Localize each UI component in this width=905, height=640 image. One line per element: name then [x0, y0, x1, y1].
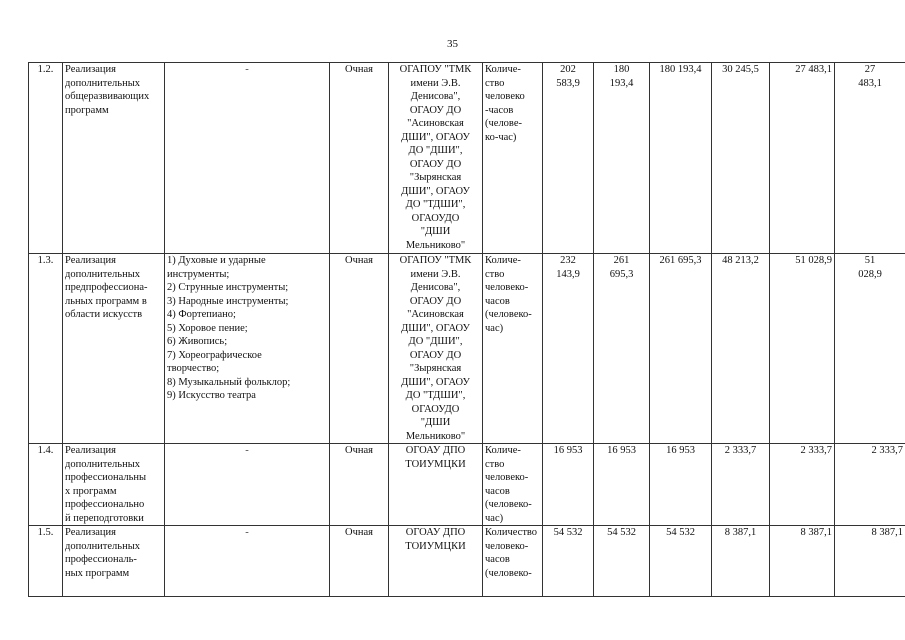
value-cell: 180 193,4	[650, 63, 712, 254]
organizations: ОГОАУ ДПО ТОИУМЦКИ	[389, 526, 483, 597]
row-number: 1.2.	[29, 63, 63, 254]
row-number: 1.5.	[29, 526, 63, 597]
value-cell: 54 532	[543, 526, 594, 597]
table-row	[29, 254, 905, 444]
value-cell: 27 483,1	[835, 63, 905, 254]
unit-of-measure: Количество человеко- часов (человеко-	[483, 526, 543, 597]
value-cell: 2 333,7	[835, 444, 905, 526]
program-name: Реализация дополнительных профессиональны х программ профессионально й переподготовки	[63, 444, 165, 526]
organizations: ОГОАУ ДПО ТОИУМЦКИ	[389, 444, 483, 526]
study-form: Очная	[330, 254, 389, 444]
value-cell: 27 483,1	[770, 63, 835, 254]
study-form: Очная	[330, 444, 389, 526]
value-cell: 8 387,1	[770, 526, 835, 597]
unit-of-measure: Количе- ство человеко- часов (человеко- час)	[483, 254, 543, 444]
program-name: Реализация дополнительных предпрофессиона- льных программ в области искусств	[63, 254, 165, 444]
specialization: 1) Духовые и ударные инструменты; 2) Струнные инструменты; 3) Народные инструменты; 4) Фортепиано; 5) Хоровое пение; 6) Живопись; 7) Хореографическое творчество; 8) Музыкальный фольклор; 9) Искусство театра	[165, 254, 330, 444]
value-cell: 30 245,5	[712, 63, 770, 254]
table-row	[29, 63, 905, 254]
organizations: ОГАПОУ "ТМК имени Э.В. Денисова", ОГАОУ ДО "Асиновская ДШИ", ОГАОУ ДО "ДШИ", ОГАОУ ДО "Зырянская ДШИ", ОГАОУ ДО "ТДШИ", ОГАОУДО "ДШИ Мельниково"	[389, 63, 483, 254]
value-cell: 51 028,9	[770, 254, 835, 444]
value-cell: 51 028,9	[835, 254, 905, 444]
value-cell: 232 143,9	[543, 254, 594, 444]
program-name: Реализация дополнительных профессиональ- ных программ	[63, 526, 165, 597]
value-cell: 16 953	[594, 444, 650, 526]
value-cell: 202 583,9	[543, 63, 594, 254]
value-cell: 261 695,3	[650, 254, 712, 444]
study-form: Очная	[330, 526, 389, 597]
study-form: Очная	[330, 63, 389, 254]
program-name: Реализация дополнительных общеразвивающих программ	[63, 63, 165, 254]
row-number: 1.4.	[29, 444, 63, 526]
value-cell: 180 193,4	[594, 63, 650, 254]
services-table	[28, 62, 905, 597]
unit-of-measure: Количе- ство человеко- часов (человеко- час)	[483, 444, 543, 526]
specialization: -	[165, 63, 330, 254]
table-row	[29, 526, 905, 597]
value-cell: 8 387,1	[712, 526, 770, 597]
table-row	[29, 444, 905, 526]
page-number: 35	[447, 38, 458, 50]
specialization: -	[165, 444, 330, 526]
value-cell: 8 387,1	[835, 526, 905, 597]
specialization: -	[165, 526, 330, 597]
value-cell: 261 695,3	[594, 254, 650, 444]
value-cell: 2 333,7	[770, 444, 835, 526]
row-number: 1.3.	[29, 254, 63, 444]
value-cell: 16 953	[650, 444, 712, 526]
unit-of-measure: Количе- ство человеко -часов (челове- ко-час)	[483, 63, 543, 254]
value-cell: 54 532	[594, 526, 650, 597]
value-cell: 16 953	[543, 444, 594, 526]
value-cell: 2 333,7	[712, 444, 770, 526]
value-cell: 54 532	[650, 526, 712, 597]
organizations: ОГАПОУ "ТМК имени Э.В. Денисова", ОГАОУ ДО "Асиновская ДШИ", ОГАОУ ДО "ДШИ", ОГАОУ ДО "Зырянская ДШИ", ОГАОУ ДО "ТДШИ", ОГАОУДО "ДШИ Мельниково"	[389, 254, 483, 444]
value-cell: 48 213,2	[712, 254, 770, 444]
